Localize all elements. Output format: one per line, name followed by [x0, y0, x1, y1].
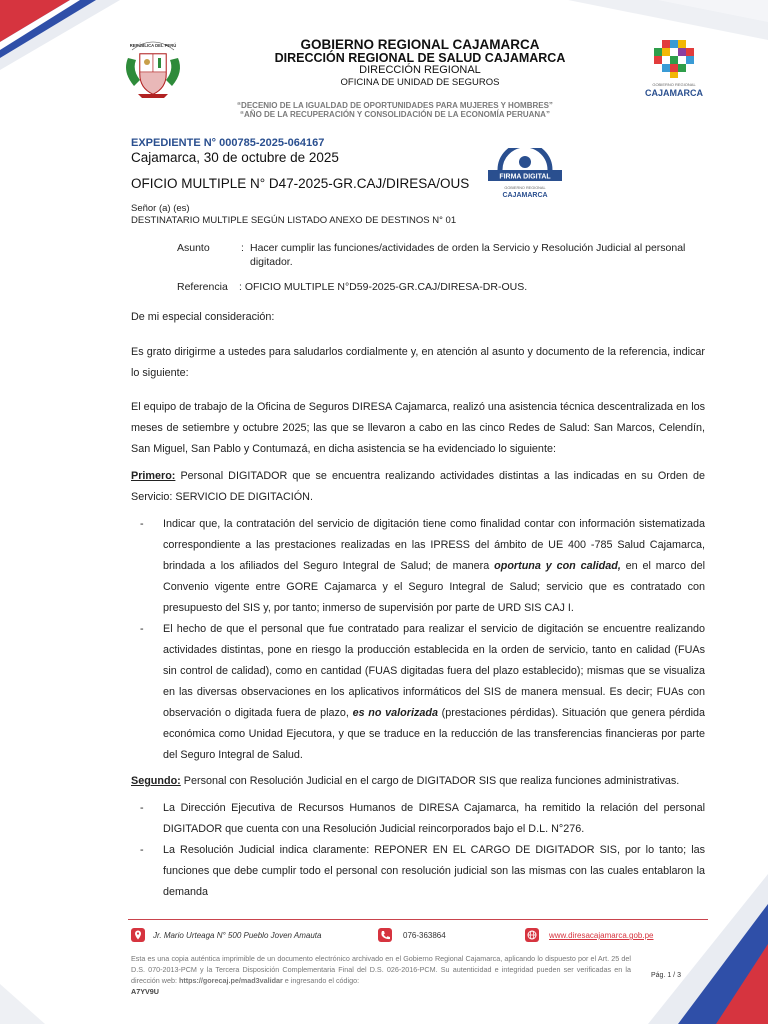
- shield-text: REPÚBLICA DEL PERÚ: [129, 43, 177, 48]
- segundo-text: Personal con Resolución Judicial en el cargo de DIGITADOR SIS que realiza funciones administrativas.: [180, 775, 680, 787]
- segundo-label: Segundo:: [131, 775, 181, 787]
- footer-divider: [128, 919, 708, 920]
- greeting: De mi especial consideración:: [131, 311, 275, 323]
- oficina-title: OFICINA DE UNIDAD DE SEGUROS: [340, 76, 500, 88]
- footer-address: Jr. Mario Urteaga N° 500 Pueblo Joven Amauta: [153, 931, 322, 940]
- corner-decoration-top-left: [0, 0, 140, 110]
- paragraph-assistance: El equipo de trabajo de la Oficina de Seguros DIRESA Cajamarca, realizó una asistencia técnica descentralizada en los meses de setiembre y octubre 2025; las que se llevaron a cabo en las cinco Redes de Salud: San Marcos, Celendín, San Miguel, San Pablo y Contumazá, en dicha asistencia se ha evidenciado lo siguiente:: [131, 401, 705, 455]
- list-dash: -: [140, 802, 144, 814]
- validation-code: A7YV9U: [131, 987, 159, 996]
- asunto-row: [131, 241, 705, 271]
- recipient-list: DESTINATARIO MULTIPLE SEGÚN LISTADO ANEXO DE DESTINOS N° 01: [131, 215, 457, 226]
- bullet-1-text-b: en el marco del Convenio vigente entre GORE Cajamarca y el Seguro Integral de Salud; servicio que es contratado con presupuesto del SIS y, por tanto; inmerso de supervisión por parte de URD SIS CAJ I.: [163, 560, 705, 614]
- firma-name: CAJAMARCA: [502, 192, 548, 199]
- disclaimer-text-a: Esta es una copia auténtica imprimible de un documento electrónico archivado en el Gobierno Regional Cajamarca, aplicando lo dispuesto por el Art. 25 del D.S. 070-2013-PCM y la Tercera Disposición Complementaria Final del D.S. 026-2016-PCM. Su autenticidad e integridad pueden ser verificadas en la dirección web:: [131, 954, 631, 985]
- asunto-label: Asunto: [177, 242, 210, 254]
- footer-contact: [131, 928, 721, 948]
- expediente-number: EXPEDIENTE N° 000785-2025-064167: [131, 137, 325, 149]
- primero-section: [131, 466, 705, 508]
- corner-decoration-bottom-left: [0, 964, 60, 1024]
- bullet-1-text-a: Indicar que, la contratación del servicio de digitación tiene como finalidad contar con información sistematizada correspondiente a las prestaciones realizadas en las IPRESS del ámbito de UE 400 -785 Salud Cajamarca, brindada a los afiliados del Seguro Integral de Salud; de manera: [163, 518, 705, 572]
- bullet-3-text: La Dirección Ejecutiva de Recursos Humanos de DIRESA Cajamarca, ha remitido la relación del personal DIGITADOR que cuenta con una Resolución Judicial reincorporados bajo el D.L. N°276.: [163, 802, 705, 835]
- footer-phone: 076-363864: [403, 931, 446, 940]
- bullet-2-emphasis: es no valorizada: [352, 707, 438, 719]
- asunto-text: Hacer cumplir las funciones/actividades de orden la Servicio y Resolución Judicial al personal digitador.: [250, 242, 686, 268]
- disclaimer-text-b: e ingresando el código:: [282, 976, 360, 985]
- page-number: Pág. 1 / 3: [651, 972, 681, 979]
- referencia-label: Referencia: [177, 281, 228, 293]
- document-date: Cajamarca, 30 de octubre de 2025: [131, 150, 339, 165]
- paragraph-intro: Es grato dirigirme a ustedes para saludarlos cordialmente y, en atención al asunto y documento de la referencia, indicar lo siguiente:: [131, 346, 705, 379]
- list-item: [131, 798, 705, 840]
- direccion-title: DIRECCIÓN REGIONAL: [359, 64, 481, 77]
- asunto-colon: :: [241, 242, 244, 254]
- bullet-1-emphasis: oportuna y con calidad,: [494, 560, 621, 572]
- oficio-title: OFICIO MULTIPLE N° D47-2025-GR.CAJ/DIRESA/OUS: [131, 176, 470, 191]
- peru-coat-of-arms-icon: [120, 36, 186, 100]
- decenio-line-1: “DECENIO DE LA IGUALDAD DE OPORTUNIDADES PARA MUJERES Y HOMBRES”: [237, 101, 553, 110]
- document-body: [131, 136, 705, 903]
- direccion-salud-title: DIRECCIÓN REGIONAL DE SALUD CAJAMARCA: [274, 51, 566, 66]
- primero-text: Personal DIGITADOR que se encuentra realizando actividades distintas a las indicadas en su Orden de Servicio: SERVICIO DE DIGITACIÓN.: [131, 470, 705, 503]
- bullet-4-text: La Resolución Judicial indica claramente: REPONER EN EL CARGO DE DIGITADOR SIS, por lo tanto; las funciones que debe cumplir todo el personal con resolución judicial son las mismas con las cuales entablaron la demanda: [163, 844, 705, 898]
- location-pin-icon: [131, 928, 145, 942]
- list-item: [131, 619, 705, 766]
- bullet-2-text-a: El hecho de que el personal que fue contratado para realizar el servicio de digitación se encuentre realizando actividades distintas, pone en riesgo la producción establecida en la orden de servicio, tanto en calidad (FUAs sin control de calidad), como en cantidad (FUAS digitadas fuera del plazo establecido); mismas que se visualiza en las diversas observaciones en los aplicativos informáticos del SIS de manera mensual. Es decir; FUAs con observación o digitada fuera de plazo,: [163, 623, 705, 719]
- segundo-section: [131, 771, 705, 792]
- cajamarca-logo: [634, 38, 714, 100]
- footer-website-link[interactable]: www.diresacajamarca.gob.pe: [549, 931, 654, 940]
- firma-small: GOBIERNO REGIONAL: [504, 186, 546, 190]
- logo-name-text: CAJAMARCA: [645, 88, 703, 98]
- primero-label: Primero:: [131, 470, 176, 482]
- list-dash: -: [140, 518, 144, 530]
- globe-icon: [525, 928, 539, 942]
- authenticity-disclaimer: [131, 953, 631, 997]
- institution-header: [240, 38, 600, 88]
- bullet-2-text-b: (prestaciones pérdidas). Situación que genera pérdida económica como Unidad Ejecutora, y que se traduce en la reducción de las transferencias financieras por parte del Seguro Integral de Salud.: [163, 707, 705, 761]
- salutation-recipient: Señor (a) (es): [131, 203, 190, 214]
- validation-link[interactable]: https://gorecaj.pe/mad3validar: [178, 976, 283, 985]
- firma-title: FIRMA DIGITAL: [499, 173, 551, 181]
- list-item: [131, 514, 705, 619]
- list-dash: -: [140, 623, 144, 635]
- gov-title: GOBIERNO REGIONAL CAJAMARCA: [300, 37, 540, 52]
- decenio-banner: [180, 101, 610, 119]
- list-dash: -: [140, 844, 144, 856]
- list-item: [131, 840, 705, 903]
- decenio-line-2: “AÑO DE LA RECUPERACIÓN Y CONSOLIDACIÓN DE LA ECONOMÍA PERUANA”: [240, 110, 550, 120]
- referencia-text: : OFICIO MULTIPLE N°D59-2025-GR.CAJ/DIRESA-DR-OUS.: [239, 281, 528, 293]
- referencia-row: [131, 280, 705, 294]
- phone-icon: [378, 928, 392, 942]
- logo-small-text: GOBIERNO REGIONAL: [652, 82, 696, 87]
- corner-decoration-top-right: [508, 0, 768, 40]
